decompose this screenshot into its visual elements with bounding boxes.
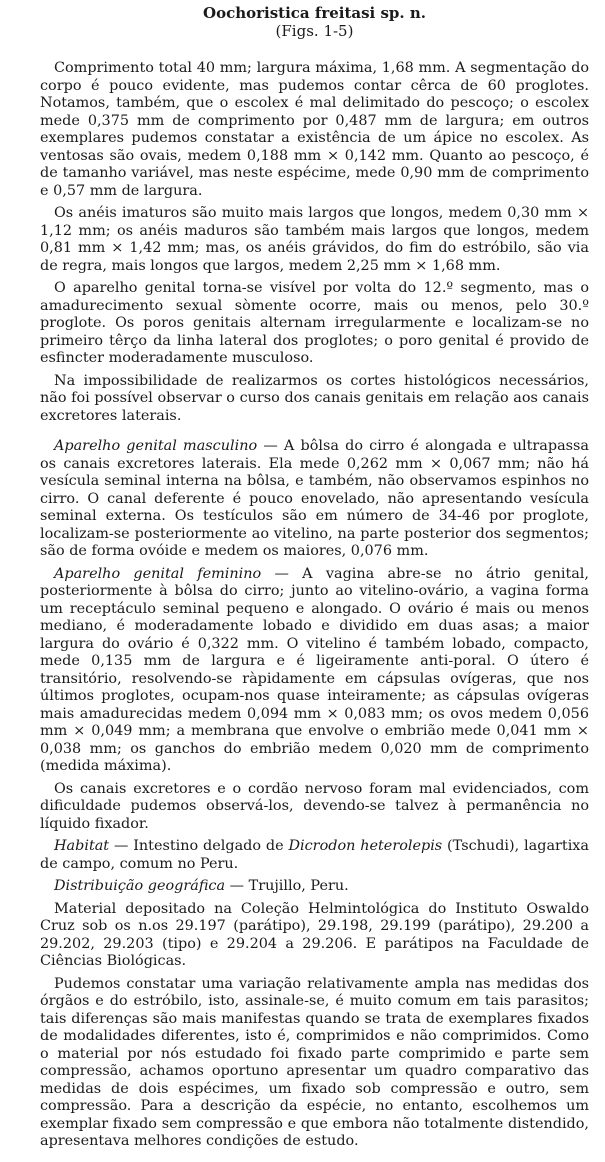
figure-reference: (Figs. 1-5) <box>275 22 354 40</box>
paragraph-material-deposited: Material depositado na Coleção Helmintológica do Instituto Oswaldo Cruz sob os n.os 29.197 (parátipo), 29.198, 29.199 (parátipo), 29.200 a 29.202, 29.203 (tipo) e 29.204 a 29.206. E parátipos na Faculdade de Ciências Biológicas. <box>40 900 589 969</box>
paragraph-distribution <box>40 878 589 896</box>
paragraph-rings: Os anéis imaturos são muito mais largos que longos, medem 0,30 mm × 1,12 mm; os anéis maduros são também mais largos que longos, medem 0,81 mm × 1,42 mm; mas, os anéis grávidos, do fim do estróbilo, são via de regra, mais longos que largos, medem 2,25 mm × 1,68 mm. <box>40 205 589 274</box>
male-genital-label: Aparelho genital masculino <box>54 438 258 454</box>
habitat-text-b: (Tschudi), lagartixa de campo, comum no Peru. <box>40 838 589 872</box>
distribution-label: Distribuição geográfica <box>54 878 226 894</box>
habitat-label: Habitat <box>54 838 110 854</box>
habitat-text-a: — Intestino delgado de <box>109 838 289 854</box>
species-name: Oochoristica freitasi <box>203 4 376 22</box>
female-genital-text: — A vagina abre-se no átrio genital, posteriormente à bôlsa do cirro; junto ao vitelino-ovário, a vagina forma um receptáculo seminal pequeno e alongado. O ovário é mais ou menos mediano, é moderadamente lobado e dividido em duas asas; a maior largura do ovário é 0,322 mm. O vitelino é também lobado, compacto, mede 0,135 mm de largura e é ligeiramente anti-poral. O útero é transitório, resolvendo-se ràpidamente em cápsulas ovígeras, que nos últimos proglotes, ocupam-nos quase inteiramente; as cápsulas ovígeras mais amadurecidas medem 0,094 mm × 0,083 mm; os ovos medem 0,056 mm × 0,049 mm; a membrana que envolve o embrião mede 0,041 mm × 0,038 mm; os ganchos do embrião medem 0,020 mm de comprimento (medida máxima). <box>40 565 589 774</box>
paragraph-body-dimensions: Comprimento total 40 mm; largura máxima, 1,68 mm. A segmentação do corpo é pouco evidente, mas pudemos contar cêrca de 60 proglotes. Notamos, também, que o escolex é mal delimitado do pescoço; o escolex mede 0,375 mm de comprimento por 0,487 mm de largura; em outros exemplares pudemos constatar a existência de um ápice no escolex. As ventosas são ovais, medem 0,188 mm × 0,142 mm. Quanto ao pescoço, é de tamanho variável, mas neste espécime, mede 0,90 mm de comprimento e 0,57 mm de largura. <box>40 60 589 199</box>
male-genital-text: — A bôlsa do cirro é alongada e ultrapassa os canais excretores laterais. Ela mede 0,262 mm × 0,067 mm; não há vesícula seminal interna na bôlsa, e também, não observamos espinhos no cirro. O canal deferente é pouco enovelado, não apresentando vesícula seminal externa. Os testículos são em número de 34-46 por proglote, localizam-se posteriormente ao vitelino, na parte posterior dos segmentos; são de forma ovóide e medem os maiores, 0,076 mm. <box>40 438 590 559</box>
article-title <box>40 4 589 22</box>
paragraph-female-genital <box>40 566 589 776</box>
host-species: Dicrodon heterolepis <box>288 838 443 854</box>
paragraph-histology: Na impossibilidade de realizarmos os cortes histológicos necessários, não foi possível observar o curso dos canais genitais em relação aos canais excretores laterais. <box>40 372 589 424</box>
species-suffix: sp. n. <box>375 4 426 22</box>
female-genital-label: Aparelho genital feminino <box>54 565 262 582</box>
paragraph-excretory-canals: Os canais excretores e o cordão nervoso foram mal evidenciados, com dificuldade pudemos observá-los, devendo-se talvez à permanência no líquido fixador. <box>40 780 589 832</box>
paragraph-genital-apparatus: O aparelho genital torna-se visível por volta do 12.º segmento, mas o amadurecimento sexual sòmente ocorre, mais ou menos, pelo 30.º proglote. Os poros genitais alternam irregularmente e localizam-se no primeiro têrço da linha lateral dos proglotes; o poro genital é provido de esfincter moderadamente musculoso. <box>40 280 589 366</box>
paragraph-male-genital <box>40 438 589 561</box>
paragraph-variation: Pudemos constatar uma variação relativamente ampla nas medidas dos órgãos e do estróbilo, isto, assinale-se, é muito comum em tais parasitos; tais diferenças são mais manifestas quando se trata de exemplares fixados de modalidades diferentes, isto é, comprimidos e não comprimidos. Como o material por nós estudado foi fixado parte comprimido e parte sem compressão, achamos oportuno apresentar um quadro comparativo das medidas de dois espécimes, um fixado sob compressão e outro, sem compressão. Para a descrição da espécie, no entanto, escolhemos um exemplar fixado sem compressão e que embora não totalmente distendido, apresentava melhores condições de estudo. <box>40 975 589 1149</box>
distribution-text: — Trujillo, Peru. <box>225 878 349 894</box>
paragraph-habitat <box>40 838 589 873</box>
